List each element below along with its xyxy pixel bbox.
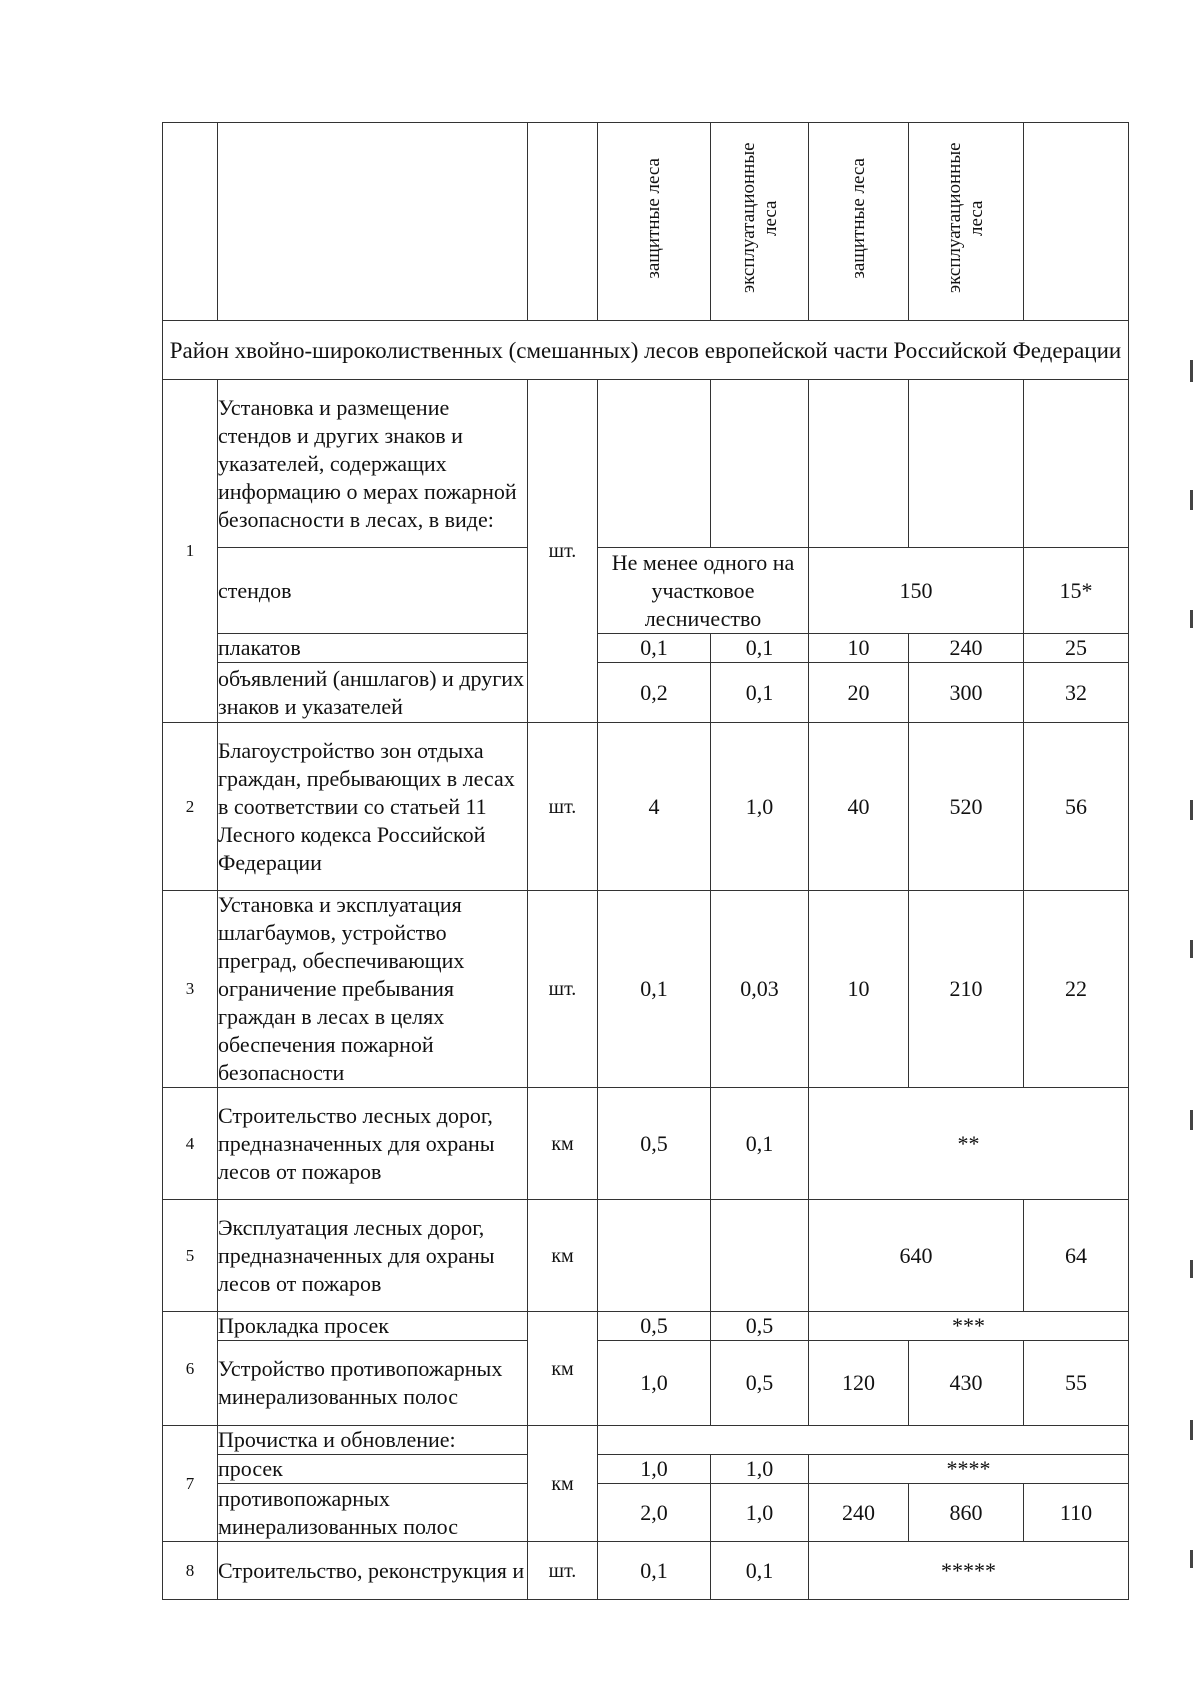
row-number: 1 (163, 380, 218, 723)
table-row-1 (163, 380, 1129, 548)
header-row (163, 123, 1129, 321)
row-number: 2 (163, 723, 218, 891)
subrow-description: стендов (218, 548, 528, 634)
value-cell: 1,0 (711, 723, 809, 891)
value-cell: 1,0 (711, 1484, 809, 1542)
table-subrow-posters (163, 634, 1129, 663)
value-cell: 1,0 (598, 1455, 711, 1484)
value-cell: 0,1 (711, 1542, 809, 1600)
row-description: Строительство, реконструкция и (218, 1542, 528, 1600)
value-cell: **** (809, 1455, 1129, 1484)
row-unit: км (528, 1312, 598, 1426)
value-cell: 55 (1024, 1341, 1129, 1426)
row-description: Прочистка и обновление: (218, 1426, 528, 1455)
row-unit: км (528, 1200, 598, 1312)
value-cell: ** (809, 1088, 1129, 1200)
value-cell: 10 (809, 634, 909, 663)
header-empty-name (218, 123, 528, 321)
header-empty-num (163, 123, 218, 321)
row-unit: шт. (528, 723, 598, 891)
value-cell: 0,5 (598, 1088, 711, 1200)
value-cell: 860 (909, 1484, 1024, 1542)
table-subrow-6b (163, 1341, 1129, 1426)
subrow-description: Устройство противопожарных минерализованных полос (218, 1341, 528, 1426)
value-cell: 15* (1024, 548, 1129, 634)
row-number: 6 (163, 1312, 218, 1426)
value-cell: 300 (909, 663, 1024, 723)
value-cell: 32 (1024, 663, 1129, 723)
value-cell: Не менее одного на участковое лесничество (598, 548, 809, 634)
header-exploitation-forests-1: эксплуатационные леса (711, 123, 809, 321)
value-cell: 25 (1024, 634, 1129, 663)
row-unit: шт. (528, 1542, 598, 1600)
empty-cell (809, 380, 909, 548)
table-row-7 (163, 1426, 1129, 1455)
section-row (163, 321, 1129, 380)
value-cell: *** (809, 1312, 1129, 1341)
value-cell: 110 (1024, 1484, 1129, 1542)
row-description: Строительство лесных дорог, предназначенных для охраны лесов от пожаров (218, 1088, 528, 1200)
row-unit: шт. (528, 380, 598, 723)
row-unit: шт. (528, 891, 598, 1088)
row-description: Благоустройство зон отдыха граждан, пребывающих в лесах в соответствии со статьей 11 Лесного кодекса Российской Федерации (218, 723, 528, 891)
subrow-description: просек (218, 1455, 528, 1484)
table-row-2 (163, 723, 1129, 891)
empty-cell (598, 1200, 711, 1312)
header-protective-forests-2: защитные леса (809, 123, 909, 321)
empty-cell (598, 380, 711, 548)
value-cell: 0,1 (598, 634, 711, 663)
row-description: Прокладка просек (218, 1312, 528, 1341)
value-cell: 150 (809, 548, 1024, 634)
value-cell: 120 (809, 1341, 909, 1426)
table-row-3 (163, 891, 1129, 1088)
table-subrow-stands (163, 548, 1129, 634)
value-cell: 0,2 (598, 663, 711, 723)
table-row-8 (163, 1542, 1129, 1600)
value-cell: 10 (809, 891, 909, 1088)
row-number: 8 (163, 1542, 218, 1600)
value-cell: 4 (598, 723, 711, 891)
value-cell: 210 (909, 891, 1024, 1088)
empty-cell (598, 1426, 1129, 1455)
value-cell: 64 (1024, 1200, 1129, 1312)
value-cell: 22 (1024, 891, 1129, 1088)
table-row-5 (163, 1200, 1129, 1312)
empty-cell (1024, 380, 1129, 548)
value-cell: 0,1 (711, 634, 809, 663)
header-protective-forests-1: защитные леса (598, 123, 711, 321)
empty-cell (711, 380, 809, 548)
header-empty-last (1024, 123, 1129, 321)
row-unit: км (528, 1088, 598, 1200)
row-number: 3 (163, 891, 218, 1088)
value-cell: 20 (809, 663, 909, 723)
value-cell: 240 (909, 634, 1024, 663)
row-number: 4 (163, 1088, 218, 1200)
value-cell: 0,5 (598, 1312, 711, 1341)
value-cell: 56 (1024, 723, 1129, 891)
table-subrow-7b (163, 1484, 1129, 1542)
row-description: Установка и размещение стендов и других знаков и указателей, содержащих информацию о мерах пожарной безопасности в лесах, в виде: (218, 380, 528, 548)
value-cell: 430 (909, 1341, 1024, 1426)
row-unit: км (528, 1426, 598, 1542)
value-cell: 0,5 (711, 1341, 809, 1426)
scan-edge-marks (1190, 360, 1196, 1660)
header-exploitation-forests-2: эксплуатационные леса (909, 123, 1024, 321)
value-cell: 0,1 (711, 663, 809, 723)
section-title: Район хвойно-широколиственных (смешанных) лесов европейской части Российской Федерации (163, 321, 1129, 380)
fire-safety-norms-table (162, 122, 1129, 1600)
row-description: Эксплуатация лесных дорог, предназначенных для охраны лесов от пожаров (218, 1200, 528, 1312)
value-cell: ***** (809, 1542, 1129, 1600)
value-cell: 2,0 (598, 1484, 711, 1542)
value-cell: 40 (809, 723, 909, 891)
header-empty-unit (528, 123, 598, 321)
row-number: 7 (163, 1426, 218, 1542)
row-description: Установка и эксплуатация шлагбаумов, устройство преград, обеспечивающих ограничение пребывания граждан в лесах в целях обеспечения пожарной безопасности (218, 891, 528, 1088)
table-subrow-announcements (163, 663, 1129, 723)
value-cell: 1,0 (598, 1341, 711, 1426)
value-cell: 240 (809, 1484, 909, 1542)
subrow-description: плакатов (218, 634, 528, 663)
value-cell: 0,1 (711, 1088, 809, 1200)
value-cell: 0,1 (598, 1542, 711, 1600)
value-cell: 520 (909, 723, 1024, 891)
value-cell: 640 (809, 1200, 1024, 1312)
value-cell: 1,0 (711, 1455, 809, 1484)
row-number: 5 (163, 1200, 218, 1312)
table-row-6 (163, 1312, 1129, 1341)
value-cell: 0,1 (598, 891, 711, 1088)
table-row-4 (163, 1088, 1129, 1200)
table-subrow-7a (163, 1455, 1129, 1484)
subrow-description: противопожарных минерализованных полос (218, 1484, 528, 1542)
empty-cell (711, 1200, 809, 1312)
subrow-description: объявлений (аншлагов) и других знаков и указателей (218, 663, 528, 723)
value-cell: 0,5 (711, 1312, 809, 1341)
value-cell: 0,03 (711, 891, 809, 1088)
empty-cell (909, 380, 1024, 548)
